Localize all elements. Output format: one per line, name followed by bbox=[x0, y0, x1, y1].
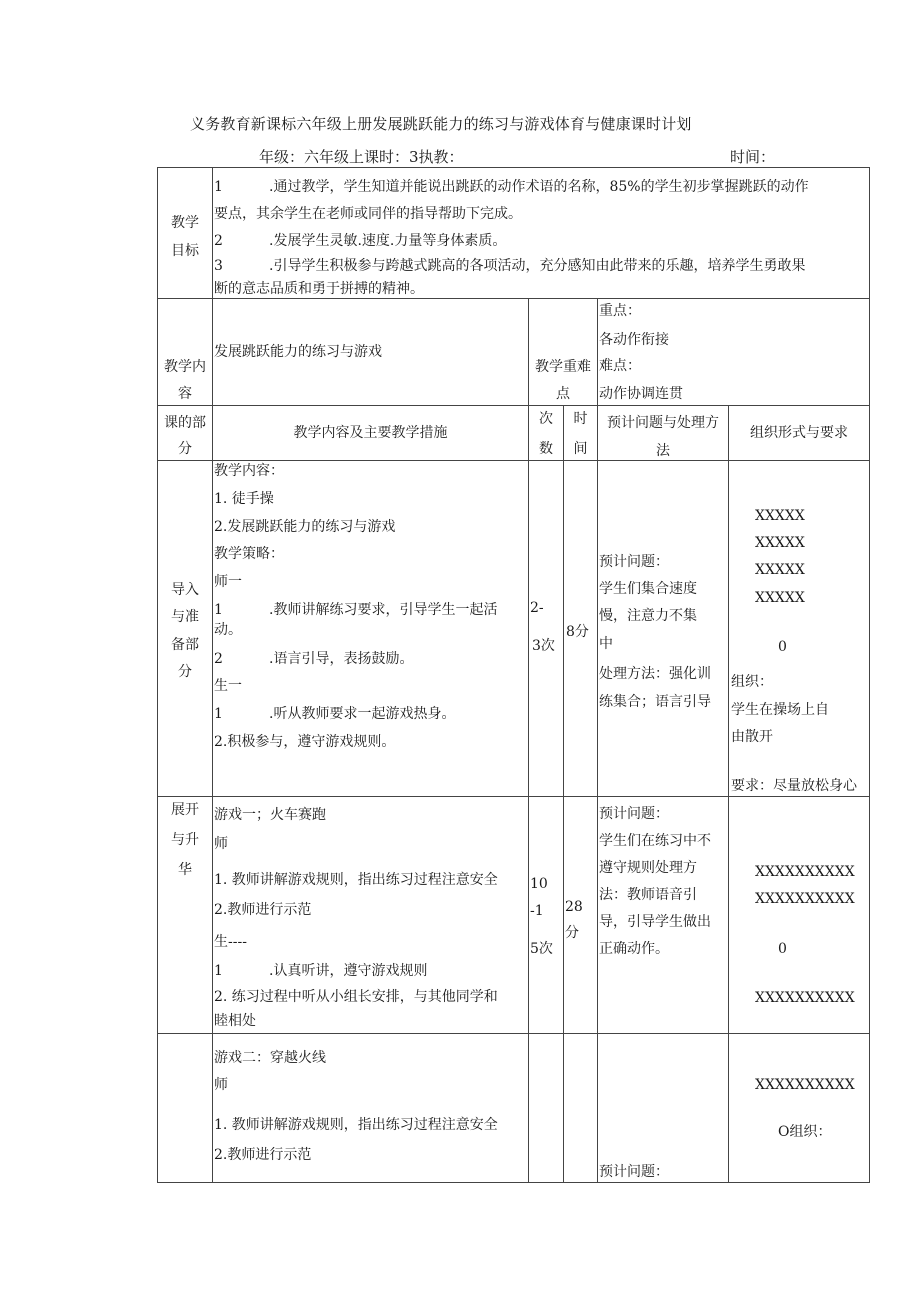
section2-game-title: 游戏一；火车赛跑 bbox=[214, 807, 326, 823]
section2-times-2: -1 bbox=[530, 903, 544, 919]
section1-times-2: 3次 bbox=[532, 638, 555, 654]
section2-teacher-label: 师 bbox=[214, 836, 228, 852]
section1-part-4: 分 bbox=[178, 664, 192, 680]
section1-problem-1: 预计问题： bbox=[599, 554, 669, 570]
section1-student-1-number: 1 bbox=[214, 706, 223, 722]
section1-student-label: 生一 bbox=[214, 678, 242, 694]
section2-student-1-line-1: .认真听讲，遵守游戏规则 bbox=[269, 963, 428, 979]
section2-problem-3: 遵守规则处理方 bbox=[599, 860, 697, 876]
objectives-label-2: 目标 bbox=[171, 243, 199, 259]
section1-formation-2: XXXXX bbox=[755, 535, 805, 551]
section1-teacher-1-number: 1 bbox=[214, 602, 223, 618]
header-duration-1: 时 bbox=[573, 411, 588, 427]
section1-student-1-line-1: .听从教师要求一起游戏热身。 bbox=[269, 706, 456, 722]
time-label: 时间： bbox=[730, 148, 776, 166]
difficulty-label: 难点： bbox=[599, 358, 641, 374]
section1-org-label: 组织： bbox=[731, 674, 773, 690]
section2-formation-1: XXXXXXXXXX bbox=[755, 864, 855, 880]
section3-teacher-1: 1. 教师讲解游戏规则，指出练习过程注意安全 bbox=[214, 1117, 498, 1133]
section3-game-title: 游戏二：穿越火线 bbox=[214, 1050, 326, 1066]
grade-info: 年级：六年级上课时：3执教： bbox=[259, 148, 464, 166]
section1-line-4: 教学策略： bbox=[214, 546, 284, 562]
section2-teacher-mark: 0 bbox=[778, 941, 787, 957]
section1-part-3: 备部 bbox=[171, 637, 199, 653]
section2-problem-1: 预计问题： bbox=[599, 806, 669, 822]
section1-teacher-2-number: 2 bbox=[214, 651, 223, 667]
key-difficult-label-2: 点 bbox=[556, 386, 570, 402]
section1-org-line-1: 学生在操场上自 bbox=[731, 702, 829, 718]
section2-part-1: 展开 bbox=[171, 802, 199, 818]
key-point-label: 重点： bbox=[599, 303, 641, 319]
section1-teacher-1-line-1: .教师讲解练习要求，引导学生一起活 bbox=[269, 602, 498, 618]
section2-problem-5: 导，引导学生做出 bbox=[599, 914, 711, 930]
section1-part-1: 导入 bbox=[171, 582, 199, 598]
header-duration-2: 间 bbox=[573, 441, 588, 457]
section1-line-2: 1. 徒手操 bbox=[214, 491, 274, 507]
objective-1-line-1: .通过教学，学生知道并能说出跳跃的动作术语的名称，85%的学生初步掌握跳跃的动作 bbox=[269, 179, 809, 195]
objective-1-number: 1 bbox=[214, 179, 223, 195]
section1-problem-2: 学生们集合速度 bbox=[599, 581, 697, 597]
section2-student-2-line-2: 睦相处 bbox=[214, 1013, 256, 1029]
section3-problem: 预计问题： bbox=[599, 1164, 669, 1180]
section1-problem-5: 处理方法：强化训 bbox=[599, 666, 711, 682]
section2-student-1-number: 1 bbox=[214, 963, 223, 979]
section2-part-2: 与升 bbox=[171, 832, 199, 848]
section2-student-2-line-1: 2. 练习过程中听从小组长安排，与其他同学和 bbox=[214, 989, 498, 1005]
section1-part-2: 与准 bbox=[171, 609, 199, 625]
section3-teacher-label: 师 bbox=[214, 1077, 228, 1093]
section1-teacher-2-line-1: .语言引导，表扬鼓励。 bbox=[269, 651, 414, 667]
header-part-1: 课的部 bbox=[164, 415, 206, 431]
section1-student-2-line-1: 2.积极参与，遵守游戏规则。 bbox=[214, 734, 396, 750]
section3-org: O组织： bbox=[778, 1124, 832, 1140]
section2-part-3: 华 bbox=[178, 862, 192, 878]
difficulty-value: 动作协调连贯 bbox=[599, 386, 683, 402]
section1-formation-3: XXXXX bbox=[755, 562, 805, 578]
section2-duration-2: 分 bbox=[565, 925, 579, 941]
section1-problem-3: 慢，注意力不集 bbox=[599, 608, 697, 624]
section1-formation-1: XXXXX bbox=[755, 508, 805, 524]
objective-3-line-1: .引导学生积极参与跨越式跳高的各项活动，充分感知由此带来的乐趣，培养学生勇敢果 bbox=[269, 258, 806, 274]
header-organization: 组织形式与要求 bbox=[750, 425, 848, 441]
section1-requirement: 要求：尽量放松身心 bbox=[731, 778, 857, 794]
section2-problem-4: 法：教师语音引 bbox=[599, 887, 697, 903]
section1-problem-6: 练集合；语言引导 bbox=[599, 694, 711, 710]
key-point-value: 各动作衔接 bbox=[599, 332, 669, 348]
section1-duration: 8分 bbox=[566, 624, 589, 640]
section1-org-line-2: 由散开 bbox=[731, 729, 773, 745]
section1-teacher-mark: 0 bbox=[778, 639, 787, 655]
section2-problem-2: 学生们在练习中不 bbox=[599, 833, 711, 849]
header-measures: 教学内容及主要教学措施 bbox=[293, 425, 448, 441]
section2-formation-3: XXXXXXXXXX bbox=[755, 990, 855, 1006]
objective-2-number: 2 bbox=[214, 233, 223, 249]
header-times-2: 数 bbox=[539, 441, 553, 457]
header-problems-2: 法 bbox=[656, 443, 670, 459]
section2-student-label: 生---- bbox=[214, 934, 247, 950]
section1-problem-4: 中 bbox=[599, 636, 613, 652]
section3-teacher-2: 2.教师进行示范 bbox=[214, 1147, 312, 1163]
section2-teacher-2: 2.教师进行示范 bbox=[214, 902, 312, 918]
section1-line-3: 2.发展跳跃能力的练习与游戏 bbox=[214, 519, 396, 535]
objective-1-line-2: 要点，其余学生在老师或同伴的指导帮助下完成。 bbox=[214, 206, 522, 222]
document-title: 义务教育新课标六年级上册发展跳跃能力的练习与游戏体育与健康课时计划 bbox=[190, 115, 692, 133]
section2-times-3: 5次 bbox=[530, 941, 553, 957]
content-label-1: 教学内 bbox=[164, 359, 206, 375]
section1-line-5: 师一 bbox=[214, 574, 242, 590]
objective-3-line-2: 断的意志品质和勇于拼搏的精神。 bbox=[214, 281, 424, 297]
section1-formation-4: XXXXX bbox=[755, 590, 805, 606]
section3-formation: XXXXXXXXXX bbox=[755, 1077, 855, 1093]
section2-times-1: 10 bbox=[530, 876, 548, 892]
section2-formation-2: XXXXXXXXXX bbox=[755, 891, 855, 907]
objective-3-number: 3 bbox=[214, 258, 223, 274]
section2-teacher-1: 1. 教师讲解游戏规则，指出练习过程注意安全 bbox=[214, 872, 498, 888]
header-part-2: 分 bbox=[178, 441, 192, 457]
section1-line-1: 教学内容： bbox=[214, 463, 284, 479]
header-times-1: 次 bbox=[539, 411, 553, 427]
header-problems-1: 预计问题与处理方 bbox=[607, 415, 719, 431]
content-text: 发展跳跃能力的练习与游戏 bbox=[214, 344, 382, 360]
section2-problem-6: 正确动作。 bbox=[599, 941, 669, 957]
key-difficult-label-1: 教学重难 bbox=[535, 359, 591, 375]
section2-duration-1: 28 bbox=[565, 899, 583, 915]
objective-2-line-1: .发展学生灵敏.速度.力量等身体素质。 bbox=[269, 233, 507, 249]
objectives-label-1: 教学 bbox=[171, 215, 199, 231]
content-label-2: 容 bbox=[178, 386, 192, 402]
section1-times-1: 2- bbox=[530, 600, 544, 616]
section1-teacher-1-line-2: 动。 bbox=[214, 622, 242, 638]
